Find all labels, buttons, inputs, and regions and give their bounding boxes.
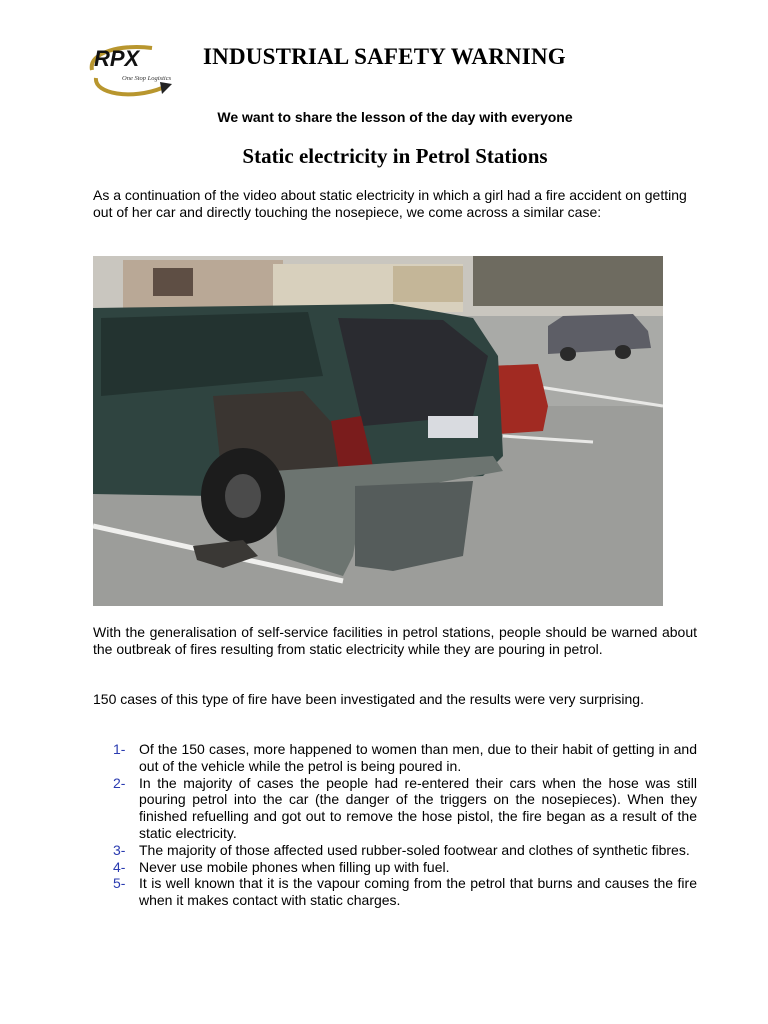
list-number: 2- bbox=[113, 774, 126, 791]
list-number: 5- bbox=[113, 875, 126, 892]
list-text: It is well known that it is the vapour coming from the petrol that burns and causes the fire when it makes contact with static charges. bbox=[139, 875, 697, 909]
rpx-logo bbox=[82, 40, 190, 100]
generalisation-paragraph: With the generalisation of self-service facilities in petrol stations, people should be warned about the outbreak of fires resulting from static electricity while they are pouring in petrol. bbox=[93, 624, 697, 657]
list-item bbox=[113, 775, 697, 842]
list-item bbox=[113, 842, 697, 859]
list-item bbox=[113, 875, 697, 909]
list-text: Never use mobile phones when filling up with fuel. bbox=[139, 858, 450, 875]
list-text: The majority of those affected used rubber-soled footwear and clothes of synthetic fibres. bbox=[139, 841, 690, 858]
subtitle: We want to share the lesson of the day with everyone bbox=[217, 109, 573, 125]
list-number: 4- bbox=[113, 858, 126, 875]
document-title: INDUSTRIAL SAFETY WARNING bbox=[203, 44, 566, 69]
burned-van-photo bbox=[93, 256, 663, 606]
intro-paragraph: As a continuation of the video about static electricity in which a girl had a fire accident on getting out of her car and directly touching the nosepiece, we come across a similar case: bbox=[93, 187, 687, 220]
list-item bbox=[113, 741, 697, 775]
list-text: In the majority of cases the people had re-entered their cars when the hose was still pouring petrol into the car (the danger of the triggers on the nosepieces). When they finished refuelling and got out to remove the hose pistol, the fire began as a result of the static electricity. bbox=[139, 774, 697, 841]
list-item bbox=[113, 859, 697, 876]
list-number: 3- bbox=[113, 841, 126, 858]
svg-text:RPX: RPX bbox=[94, 46, 140, 71]
findings-list bbox=[113, 741, 697, 909]
list-text: Of the 150 cases, more happened to women than men, due to their habit of getting in and out of the vehicle while the petrol is being poured in. bbox=[139, 741, 697, 774]
headline: Static electricity in Petrol Stations bbox=[242, 144, 548, 168]
cases-paragraph: 150 cases of this type of fire have been investigated and the results were very surprising. bbox=[93, 691, 644, 707]
list-number: 1- bbox=[113, 741, 126, 757]
svg-text:One Stop Logistics: One Stop Logistics bbox=[122, 75, 172, 82]
